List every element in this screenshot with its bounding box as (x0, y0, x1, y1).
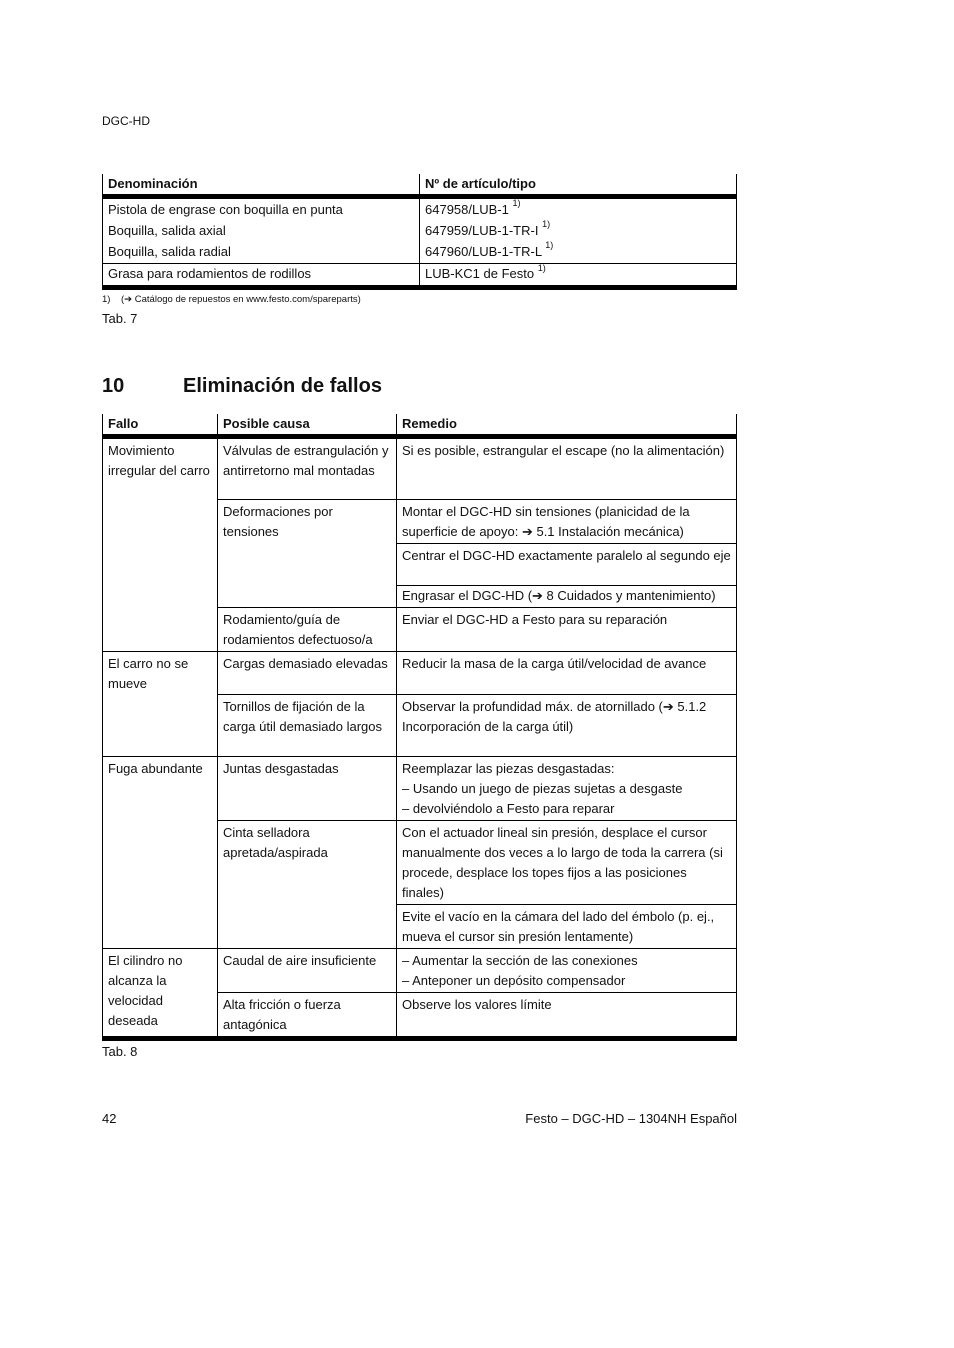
column-header: Nº de artículo/tipo (420, 174, 737, 197)
list-item: – Usando un juego de piezas sujetas a desgaste (402, 781, 683, 796)
footer-doc-info: Festo – DGC-HD – 1304NH Español (525, 1111, 737, 1126)
footnote: 1) (➔ Catálogo de repuestos en www.festo.com/spareparts) (102, 294, 361, 305)
page-footer (102, 1091, 737, 1126)
page-number: 42 (102, 1111, 117, 1126)
fault-cell: El carro no se mueve (103, 652, 218, 757)
cell-text: 647959/LUB-1-TR-I $^{1)}$ (425, 219, 551, 238)
cause-cell: Tornillos de fijación de la carga útil demasiado largos (218, 695, 397, 757)
table-row (103, 197, 737, 264)
cause-cell: Caudal de aire insuficiente (218, 949, 397, 993)
remedy-cell: Montar el DGC-HD sin tensiones (planicidad de la superficie de apoyo: ➔ 5.1 Instalación mecánica) (397, 500, 737, 544)
remedy-cell: Con el actuador lineal sin presión, desplace el cursor manualmente dos veces a lo largo de toda la carrera (si procede, desplace los topes fijos a las posiciones finales) (397, 821, 737, 905)
cause-cell: Válvulas de estrangulación y antirretorno mal montadas (218, 437, 397, 500)
remedy-cell: Centrar el DGC-HD exactamente paralelo al segundo eje (397, 544, 737, 586)
list-item: – devolviéndolo a Festo para reparar (402, 801, 615, 816)
remedy-cell: Engrasar el DGC-HD (➔ 8 Cuidados y mantenimiento) (397, 586, 737, 608)
fault-cell: Fuga abundante (103, 757, 218, 949)
column-header: Fallo (103, 414, 218, 437)
table-caption: Tab. 8 (102, 1044, 138, 1059)
table-8 (102, 414, 737, 1041)
fault-cell: El cilindro no alcanza la velocidad deseada (103, 949, 218, 1039)
cause-cell: Alta fricción o fuerza antagónica (218, 993, 397, 1039)
cell-text: Grasa para rodamientos de rodillos (103, 264, 420, 288)
column-header: Remedio (397, 414, 737, 437)
remedy-cell: Reducir la masa de la carga útil/velocidad de avance (397, 652, 737, 695)
cell-text: 647958/LUB-1 $^{1)}$ (425, 198, 521, 217)
section-number: 10 (102, 375, 125, 397)
cause-cell: Deformaciones por tensiones (218, 500, 397, 608)
fault-cell: Movimiento irregular del carro (103, 437, 218, 652)
list-item: – Anteponer un depósito compensador (402, 973, 626, 988)
cell-text: 647960/LUB-1-TR-L $^{1)}$ (425, 240, 554, 259)
table-caption: Tab. 7 (102, 311, 138, 326)
section-title: Eliminación de fallos (183, 375, 382, 397)
remedy-cell: Observe los valores límite (397, 993, 737, 1039)
cell-text: LUB-KC1 de Festo $^{1)}$ (420, 264, 737, 288)
remedy-cell: Enviar el DGC-HD a Festo para su reparación (397, 608, 737, 652)
section-heading (102, 373, 737, 399)
remedy-cell: Evite el vacío en la cámara del lado del émbolo (p. ej., mueva el cursor sin presión lentamente) (397, 905, 737, 949)
column-header: Posible causa (218, 414, 397, 437)
list-item: – Aumentar la sección de las conexiones (402, 953, 638, 968)
remedy-cell: Reemplazar las piezas desgastadas: – Usando un juego de piezas sujetas a desgaste – devolviéndolo a Festo para reparar (397, 757, 737, 821)
remedy-cell: Si es posible, estrangular el escape (no la alimentación) (397, 437, 737, 500)
cell-text: Boquilla, salida axial (108, 223, 226, 238)
cell-text: Boquilla, salida radial (108, 244, 231, 259)
column-header: Denominación (103, 174, 420, 197)
cause-cell: Rodamiento/guía de rodamientos defectuoso/a (218, 608, 397, 652)
table-row (103, 264, 737, 288)
cause-cell: Cinta selladora apretada/aspirada (218, 821, 397, 949)
cell-text: Pistola de engrase con boquilla en punta (108, 202, 343, 217)
table-7 (102, 174, 737, 290)
remedy-cell: Observar la profundidad máx. de atornillado (➔ 5.1.2 Incorporación de la carga útil) (397, 695, 737, 757)
cause-cell: Cargas demasiado elevadas (218, 652, 397, 695)
running-header: DGC-HD (102, 114, 150, 128)
remedy-cell (397, 949, 737, 993)
cause-cell: Juntas desgastadas (218, 757, 397, 821)
